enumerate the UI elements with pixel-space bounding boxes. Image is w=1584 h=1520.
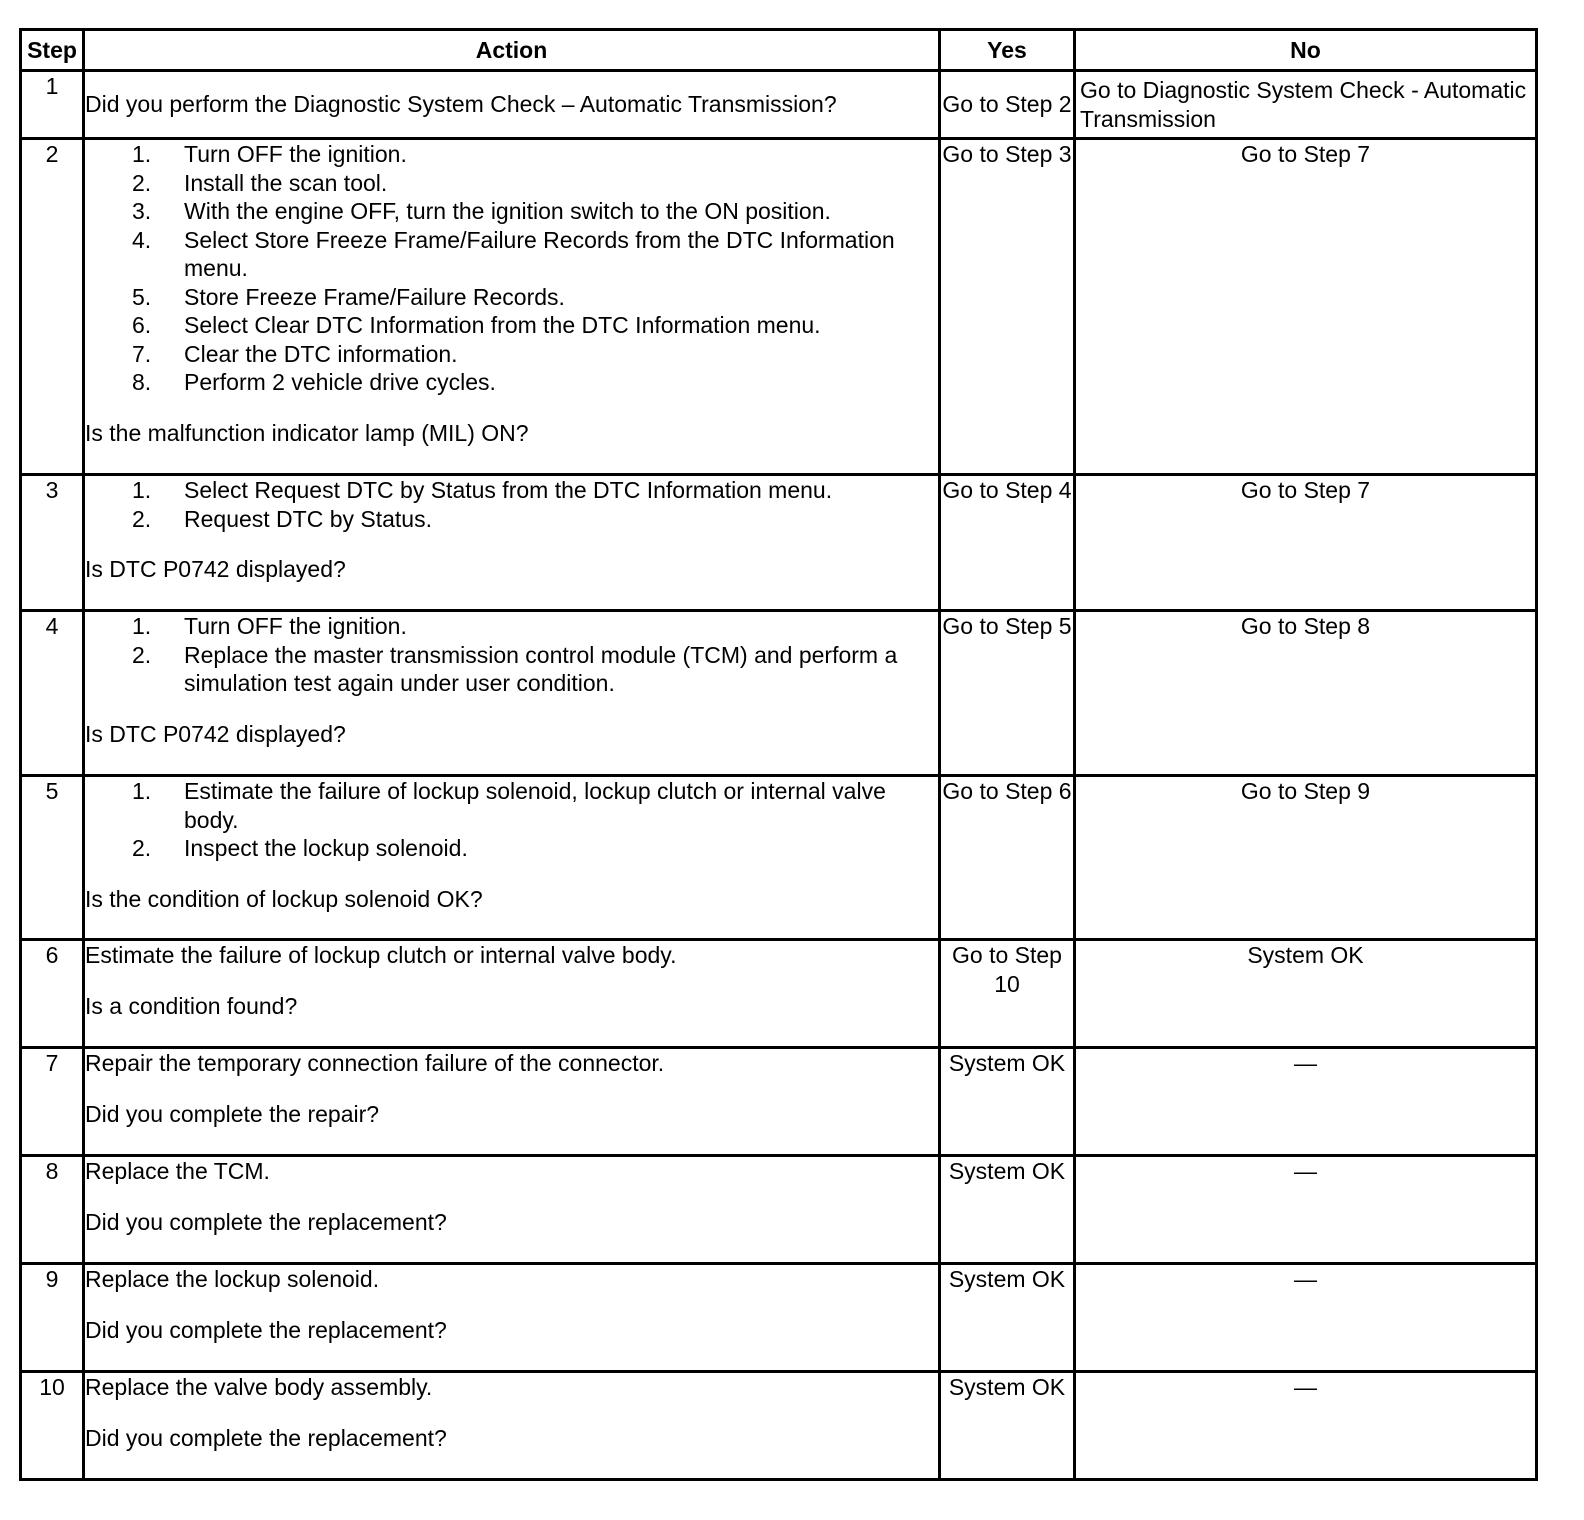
action-steps-list [85,140,938,397]
table-row [21,1156,1537,1264]
step-number: 3 [21,475,84,611]
step-number: 1 [21,71,84,139]
action-steps-list [85,777,938,863]
list-item-text: Select Store Freeze Frame/Failure Records from the DTC Information menu. [184,226,895,281]
header-no: No [1075,30,1537,71]
list-item [132,368,938,397]
yes-outcome: Go to Step 5 [940,611,1075,776]
action-steps-list [85,612,938,698]
table-row [21,940,1537,1048]
diagnostic-table [19,28,1538,1481]
action-cell [84,71,940,139]
list-item-text: Estimate the failure of lockup solenoid, lockup clutch or internal valve body. [184,778,886,833]
no-outcome: — [1075,1372,1537,1480]
list-item-number: 2. [132,641,152,668]
action-question: Did you complete the replacement? [85,1316,447,1343]
action-question: Did you complete the repair? [85,1100,380,1127]
action-cell [84,1372,940,1480]
action-intro: Did you perform the Diagnostic System Check – Automatic Transmission? [85,91,837,118]
table-body [21,71,1537,1480]
table-row [21,776,1537,940]
yes-outcome: Go to Step 2 [940,71,1075,139]
action-question: Is the condition of lockup solenoid OK? [85,885,483,912]
list-item-number: 7. [132,340,152,367]
step-number: 10 [21,1372,84,1480]
list-item [132,226,938,283]
list-item-text: Install the scan tool. [184,169,388,196]
list-item-number: 3. [132,198,152,224]
action-cell [84,1156,940,1264]
list-item [132,283,938,312]
action-cell [84,139,940,475]
action-cell [84,1048,940,1156]
step-number: 9 [21,1264,84,1372]
table-row [21,1264,1537,1372]
list-item-number: 8. [132,369,152,395]
list-item-number: 2. [132,505,152,532]
yes-outcome: System OK [940,1372,1075,1480]
no-outcome: — [1075,1048,1537,1156]
header-action: Action [84,30,940,71]
list-item-number: 4. [132,226,152,253]
no-outcome: Go to Diagnostic System Check - Automatic Transmission [1075,71,1537,139]
list-item-number: 1. [132,477,152,503]
action-question: Did you complete the replacement? [85,1424,447,1451]
action-question: Did you complete the replacement? [85,1208,447,1235]
action-steps-list [85,476,938,533]
no-outcome: Go to Step 7 [1075,475,1537,611]
action-intro: Replace the TCM. [85,1158,270,1184]
list-item [132,340,938,369]
table-row [21,71,1537,139]
list-item-number: 2. [132,835,152,861]
action-question: Is the malfunction indicator lamp (MIL) ON? [85,419,529,446]
step-number: 7 [21,1048,84,1156]
step-number: 4 [21,611,84,776]
action-question: Is a condition found? [85,992,298,1019]
list-item-text: Request DTC by Status. [184,505,432,532]
action-question: Is DTC P0742 displayed? [85,720,346,747]
list-item-text: Perform 2 vehicle drive cycles. [184,369,496,395]
list-item-number: 1. [132,141,152,167]
step-number: 6 [21,940,84,1048]
no-outcome: Go to Step 9 [1075,776,1537,940]
no-outcome: Go to Step 7 [1075,139,1537,475]
step-number: 2 [21,139,84,475]
yes-outcome: Go to Step 3 [940,139,1075,475]
header-yes: Yes [940,30,1075,71]
action-intro: Estimate the failure of lockup clutch or internal valve body. [85,942,677,968]
yes-outcome: Go to Step 10 [940,940,1075,1048]
yes-outcome: Go to Step 4 [940,475,1075,611]
list-item-text: Turn OFF the ignition. [184,141,407,167]
action-cell [84,1264,940,1372]
list-item-number: 1. [132,613,152,639]
yes-outcome: System OK [940,1264,1075,1372]
table-row [21,139,1537,475]
list-item-number: 2. [132,169,152,196]
no-outcome: System OK [1075,940,1537,1048]
no-outcome: — [1075,1156,1537,1264]
list-item-text: Turn OFF the ignition. [184,613,407,639]
list-item-number: 6. [132,312,152,338]
list-item-text: Replace the master transmission control module (TCM) and perform a simulation test again under user condition. [184,641,898,696]
list-item [132,140,938,169]
action-intro: Replace the valve body assembly. [85,1374,433,1400]
action-cell [84,940,940,1048]
list-item [132,169,938,198]
yes-outcome: Go to Step 6 [940,776,1075,940]
action-intro: Replace the lockup solenoid. [85,1266,380,1292]
list-item [132,197,938,226]
action-cell [84,475,940,611]
list-item [132,777,938,834]
list-item-text: Inspect the lockup solenoid. [184,835,468,861]
table-row [21,1372,1537,1480]
list-item-number: 1. [132,778,152,804]
no-outcome: — [1075,1264,1537,1372]
list-item-text: Store Freeze Frame/Failure Records. [184,283,565,310]
table-row [21,475,1537,611]
list-item [132,476,938,505]
list-item [132,834,938,863]
list-item-text: Select Clear DTC Information from the DTC Information menu. [184,312,821,338]
yes-outcome: System OK [940,1048,1075,1156]
header-step: Step [21,30,84,71]
action-question: Is DTC P0742 displayed? [85,556,346,582]
step-number: 8 [21,1156,84,1264]
list-item-text: Select Request DTC by Status from the DTC Information menu. [184,477,833,503]
no-outcome: Go to Step 8 [1075,611,1537,776]
action-intro: Repair the temporary connection failure of the connector. [85,1050,665,1076]
list-item-text: With the engine OFF, turn the ignition switch to the ON position. [184,198,831,224]
table-header-row [21,30,1537,71]
list-item-text: Clear the DTC information. [184,340,458,367]
list-item [132,641,938,698]
action-cell [84,611,940,776]
list-item [132,612,938,641]
yes-outcome: System OK [940,1156,1075,1264]
step-number: 5 [21,776,84,940]
table-row [21,611,1537,776]
table-row [21,1048,1537,1156]
list-item-number: 5. [132,283,152,310]
list-item [132,311,938,340]
action-cell [84,776,940,940]
list-item [132,505,938,534]
